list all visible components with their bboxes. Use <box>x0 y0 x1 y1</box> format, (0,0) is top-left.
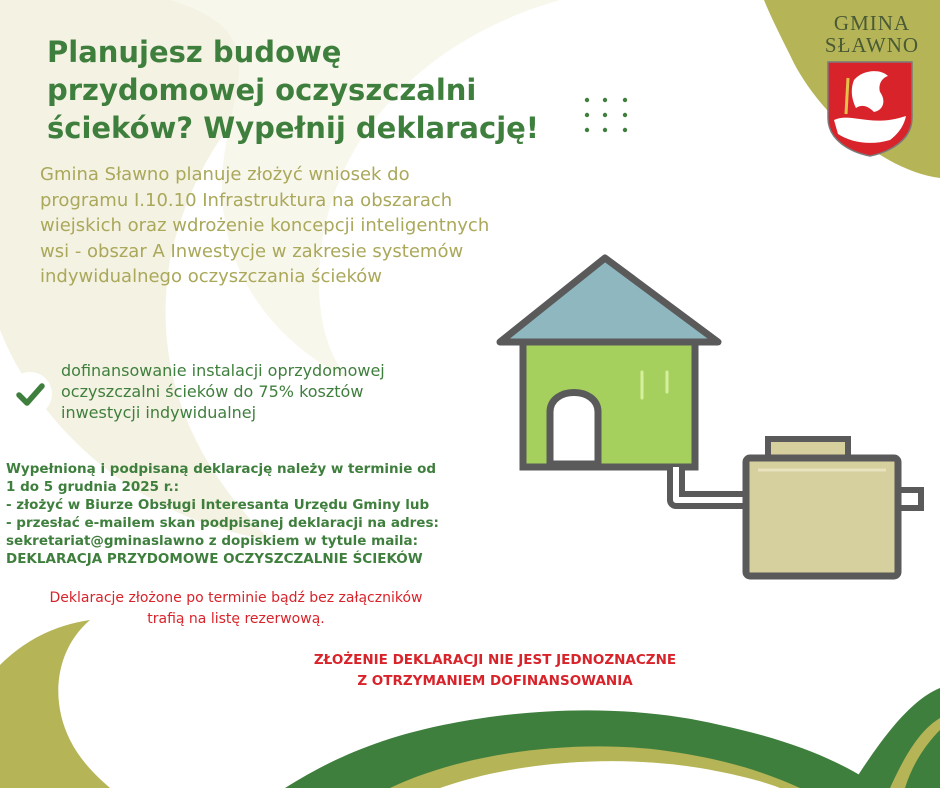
warning-line-2: Z OTRZYMANIEM DOFINANSOWANIA <box>357 673 633 689</box>
logo-line-2: SŁAWNO <box>824 33 920 57</box>
olive-shape-bottom-left <box>0 620 110 788</box>
logo-line-1: GMINA <box>833 11 911 35</box>
warning-line-1: ZŁOŻENIE DEKLARACJI NIE JEST JEDNOZNACZNE <box>313 652 677 668</box>
municipality-logo <box>822 12 922 56</box>
instruction-line-6: DEKLARACJA PRZYDOMOWE OCZYSZCZALNIE ŚCIEKÓW <box>6 551 423 567</box>
septic-tank-illustration <box>746 439 898 576</box>
house-illustration <box>500 258 718 467</box>
intro-paragraph: Gmina Sławno planuje złożyć wniosek do programu I.10.10 Infrastruktura na obszarach wiejskich oraz wdrożenie koncepcji inteligentnych wsi - obszar A Inwestycje w zakresie systemów indywidualnego oczyszczania ścieków <box>40 164 490 287</box>
title-line-3: ścieków? Wypełnij deklarację! <box>47 111 540 145</box>
instruction-line-4: - przesłać e-mailem skan podpisanej deklaracji na adres: <box>6 515 439 531</box>
instruction-line-3: - złożyć w Biurze Obsługi Interesanta Urzędu Gminy lub <box>6 497 430 513</box>
late-submission-note <box>0 588 472 630</box>
instruction-line-2: 1 do 5 grudnia 2025 r.: <box>6 479 180 495</box>
check-icon <box>8 372 52 416</box>
funding-disclaimer <box>300 650 690 692</box>
coat-of-arms-icon <box>828 62 912 156</box>
title-line-2: przydomowej oczyszczalni <box>47 73 477 107</box>
dot-grid-decoration <box>585 98 627 132</box>
page-title <box>47 33 587 147</box>
title-line-1: Planujesz budowę <box>47 35 342 69</box>
note-line-1: Deklaracje złożone po terminie bądź bez załączników <box>49 590 423 606</box>
instruction-line-1: Wypełnioną i podpisaną deklarację należy w terminie od <box>6 461 437 477</box>
note-line-2: trafią na listę rezerwową. <box>147 611 325 627</box>
instruction-line-5: sekretariat@gminaslawno z dopiskiem w tytule maila: <box>6 533 419 549</box>
submission-instructions <box>6 460 476 568</box>
funding-info: dofinansowanie instalacji oprzydomowej oczyszczalni ścieków do 75% kosztów inwestycji indywidualnej <box>61 361 385 422</box>
